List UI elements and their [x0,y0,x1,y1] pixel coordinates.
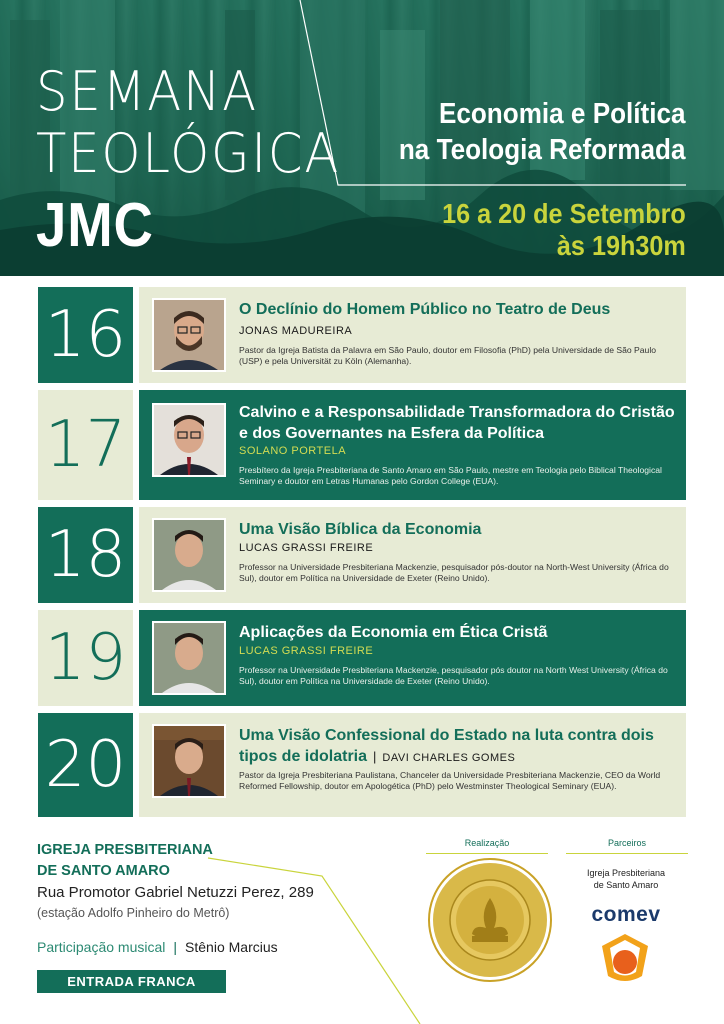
speaker-bio: Pastor da Igreja Batista da Palavra em São Paulo, doutor em Filosofia (PhD) pela Universidade de São Paulo (USP) e pela Universität zu Köln (Alemanha). [239,345,657,366]
talk-title: Calvino e a Responsabilidade Transformadora do Cristão e dos Governantes na Esfera da Política [239,404,675,442]
talk-panel [139,713,686,817]
music-artist: Stênio Marcius [185,939,278,955]
speaker-name: LUCAS GRASSI FREIRE [239,542,374,554]
venue-line1: IGREJA PRESBITERIANA [37,842,213,858]
speaker-portrait-icon [154,300,224,370]
realizacao-divider [426,853,548,854]
dates-line1: 16 a 20 de Setembro [442,198,686,229]
day-number: 20 [38,713,133,817]
title-separator: | [373,749,377,764]
free-admission-badge: ENTRADA FRANCA [37,970,226,993]
day-number: 17 [38,390,133,500]
event-dates [442,198,686,262]
speaker-name: JONAS MADUREIRA [239,325,353,337]
speaker-photo [152,724,226,798]
speaker-name: LUCAS GRASSI FREIRE [239,645,374,657]
speaker-name: SOLANO PORTELA [239,445,347,457]
partner-igreja-line2: de Santo Amaro [593,880,659,890]
talk-title: Uma Visão Bíblica da Economia [239,521,482,538]
day-number: 18 [38,507,133,603]
schedule-row-17 [38,390,686,500]
speaker-portrait-icon [154,520,224,590]
event-subtitle [399,96,686,168]
speaker-photo [152,298,226,372]
talk-panel [139,287,686,383]
schedule-row-19 [38,610,686,706]
event-title-line1: SEMANA [36,60,258,123]
music-separator: | [173,939,178,955]
speaker-photo [152,403,226,477]
speaker-photo [152,518,226,592]
speaker-portrait-icon [154,405,224,475]
speaker-bio: Professor na Universidade Presbiteriana Mackenzie, pesquisador pós doutor na North West University (África do Sul), doutor em Política na Universidade de Exeter (Reino Unido). [239,665,668,686]
seminary-seal-logo [428,858,552,982]
speaker-bio: Professor na Universidade Presbiteriana Mackenzie, pesquisador pós-doutor na North-West University (África do Sul), doutor em Política na Universidade de Exeter (Reino Unido). [239,562,669,583]
day-number: 16 [38,287,133,383]
subtitle-line2: na Teologia Reformada [399,134,686,166]
schedule-row-16 [38,287,686,383]
talk-title-part2: tipos de idolatria [239,748,368,765]
talk-panel [139,610,686,706]
speaker-bio: Presbítero da Igreja Presbiteriana de Santo Amaro em São Paulo, mestre em Teologia pelo Biblical Theological Seminary e doutor em Letras Humanas pelo Gordon College (EUA). [239,465,662,486]
event-title-line2: TEOLÓGICA [36,122,341,185]
speaker-photo [152,621,226,695]
schedule-row-20 [38,713,686,817]
speaker-portrait-icon [154,623,224,693]
talk-panel [139,507,686,603]
oficina-crista-logo [592,932,658,986]
partner-igreja-line1: Igreja Presbiteriana [586,868,666,878]
header-banner [0,0,724,276]
parceiros-label: Parceiros [607,838,646,848]
dates-line2: às 19h30m [557,230,686,261]
schedule-row-18 [38,507,686,603]
speaker-name: DAVI CHARLES GOMES [382,752,516,764]
talk-title-line2 [239,746,679,769]
day-number: 19 [38,610,133,706]
metro-station: (estação Adolfo Pinheiro do Metrô) [37,906,230,920]
venue-line2: DE SANTO AMARO [37,863,170,879]
talk-panel [139,390,686,500]
talk-title: Aplicações da Economia em Ética Cristã [239,624,548,641]
speaker-bio: Pastor da Igreja Presbiteriana Paulistana, Chanceler da Universidade Presbiteriana Mackenzie, CEO da World Reformed Fellowship, doutor em Apologética (PhD) pelo Westminster Theological Seminary (EUA). [239,770,661,791]
talk-title-line1: Uma Visão Confessional do Estado na luta contra dois [239,727,654,744]
parceiros-divider [566,853,688,854]
musical-participation [37,939,278,955]
venue-address: Rua Promotor Gabriel Netuzzi Perez, 289 [37,884,314,901]
venue-name [37,840,213,882]
speaker-portrait-icon [154,726,224,796]
event-title-jmc: JMC [36,191,154,260]
talk-title [239,725,679,769]
music-label: Participação musical [37,939,166,955]
realizacao-label: Realização [464,838,510,848]
comev-logo: comev [591,903,661,926]
subtitle-line1: Economia e Política [439,98,686,130]
talk-title: O Declínio do Homem Público no Teatro de Deus [239,301,611,318]
partner-igreja [574,867,678,891]
